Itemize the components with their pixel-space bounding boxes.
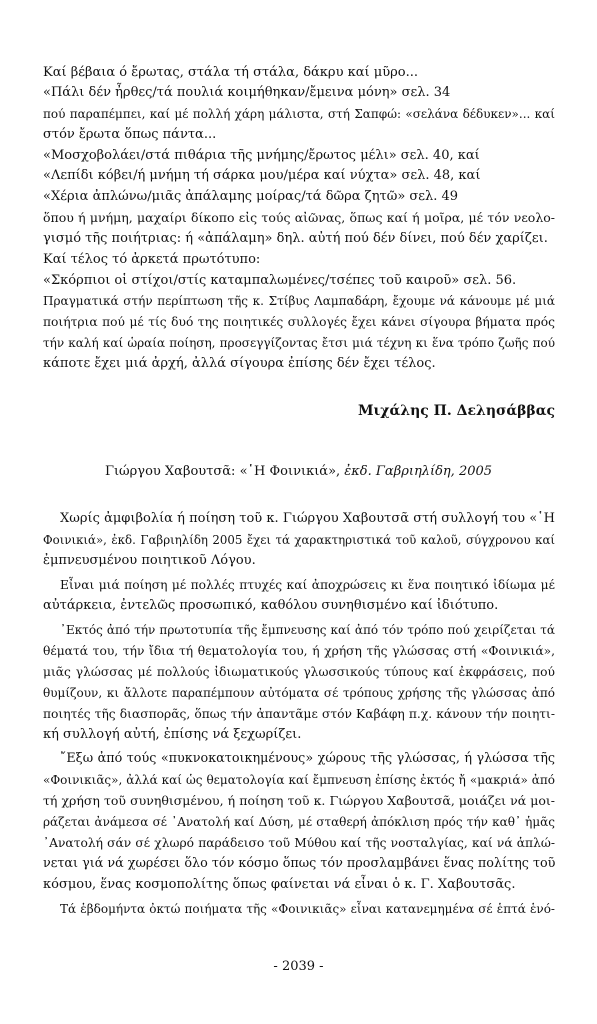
text-line: μιᾶς γλώσσας μέ πολλούς ἰδιωματικούς γλωσσικούς τύπους καί ἐκφράσεις, πού <box>43 665 555 679</box>
text-line: «Πάλι δέν ἦρθες/τά πουλιά κοιμήθηκαν/ἔμεινα μόνη» σελ. 34 <box>43 85 451 100</box>
text-line: Καί τέλος τό ἀρκετά πρωτότυπο: <box>43 252 261 267</box>
text-line: Καί βέβαια ό ἔρωτας, στάλα τή στάλα, δάκρυ καί μῦρο... <box>43 65 418 80</box>
text-line: Φοινικιά», ἐκδ. Γαβριηλίδη 2005 ἔχει τά χαρακτηριστικά τοῦ καλοῦ, σύγχρονου καί <box>43 533 555 547</box>
text-line: νεται γιά νά χωρέσει ὅλο τόν κόσμο ὅπως τόν προσλαμβάνει ἕνας πολίτης τοῦ <box>43 856 556 871</box>
text-line: ὅπου ή μνήμη, μαχαίρι δίκοπο εἰς τούς αἰῶνας, ὅπως καί ή μοῖρα, μέ τόν νεολο- <box>43 210 555 225</box>
text-line: τή χρήση τοῦ συνηθισμένου, ή ποίηση τοῦ κ. Γιώργου Χαβουτσᾶ, μοιάζει νά μοι- <box>43 793 555 808</box>
text-line: ῎Εξω ἀπό τούς «πυκνοκατοικημένους» χώρους τῆς γλώσσας, ή γλώσσα τῆς <box>60 751 555 766</box>
review-heading <box>0 463 597 481</box>
text-line: ποιητές τῆς διασπορᾶς, ὅπως τήν ἀπαντᾶμε στόν Καβάφη π.χ. κάνουν τήν ποιητι- <box>43 707 555 721</box>
text-line: ποιήτρια πού μέ τίς δυό της ποιητικές συλλογές ἔχει κάνει σίγουρα βήματα πρός <box>43 315 555 329</box>
text-line: θέματά του, τήν ἴδια τή θεματολογία του, ή χρήση τῆς γλώσσας στή «Φοινικιά», <box>43 644 555 658</box>
text-line: κάποτε ἔχει μιά ἀρχή, ἀλλά σίγουρα ἐπίσης δέν ἔχει τέλος. <box>43 356 436 371</box>
text-line: Πραγματικά στήν περίπτωση τῆς κ. Στίβυς Λαμπαδάρη, ἔχουμε νά κάνουμε μέ μιά <box>43 294 555 308</box>
text-line: στόν ἔρωτα ὅπως πάντα... <box>43 127 217 142</box>
heading-publisher: ἐκδ. Γαβριηλίδη, 2005 <box>344 464 493 479</box>
page-number: - 2039 - <box>273 959 324 974</box>
text-line: ᾿Ανατολή σάν σέ χλωρό παράδεισο τοῦ Μύθου καί τῆς νοσταλγίας, καί νά ἁπλώ- <box>43 836 555 850</box>
text-line: αὐτάρκεια, ἐντελῶς προσωπικό, καθόλου συνηθισμένο καί ἰδιότυπο. <box>43 598 499 613</box>
text-line: «Λεπίδι κόβει/ή μνήμη τή σάρκα μου/μέρα καί νύχτα» σελ. 48, καί <box>43 168 481 183</box>
text-line: κή συλλογή αὐτή, ἐπίσης νά ξεχωρίζει. <box>43 727 302 742</box>
text-line: ᾿Εκτός ἀπό τήν πρωτοτυπία τῆς ἔμπνευσης καί ἀπό τόν τρόπο πού χειρίζεται τά <box>60 623 555 637</box>
text-line: ράζεται ἀνάμεσα σέ ᾿Ανατολή καί Δύση, μέ σταθερή ἀπόκλιση πρός τήν καθ᾿ ἡμᾶς <box>43 815 555 829</box>
text-line: «Σκόρπιοι οἱ στίχοι/στίς καταμπαλωμένες/τσέπες τοῦ καιροῦ» σελ. 56. <box>43 273 517 288</box>
text-line: «Φοινικιᾶς», ἀλλά καί ὡς θεματολογία καί ἔμπνευση ἐπίσης ἐκτός ἤ «μακριά» ἀπό <box>43 773 555 787</box>
text-line: γισμό τῆς ποιήτριας: ή «ἀπάλαμη» δηλ. αὐτή πού δέν δίνει, πού δέν χαρίζει. <box>43 231 548 246</box>
text-line: τήν καλή καί ὡραία ποίηση, προσεγγίζοντας ἔτσι μιά τέχνη κι ἕνα τρόπο ζωῆς πού <box>43 336 555 350</box>
author-signature: Μιχάλης Π. Δελησάββας <box>358 403 555 419</box>
text-line: «Χέρια ἀπλώνω/μιᾶς ἀπάλαμης μοίρας/τά δῶρα ζητῶ» σελ. 49 <box>43 189 459 204</box>
text-line: Εἶναι μιά ποίηση μέ πολλές πτυχές καί ἀποχρώσεις κι ἕνα ποιητικό ἰδίωμα μέ <box>60 578 555 592</box>
text-line: θυμίζουν, κι ἄλλοτε παραπέμπουν αὐτόματα σέ τρόπους χρήσης τῆς γλώσσας ἀπό <box>43 686 555 700</box>
text-line: πού παραπέμπει, καί μέ πολλή χάρη μάλιστα, στή Σαπφώ: «σελάνα δέδυκεν»... καί <box>43 107 555 121</box>
text-line: «Μοσχοβολάει/στά πιθάρια τῆς μνήμης/ἔρωτος μέλι» σελ. 40, καί <box>43 148 480 163</box>
text-line: Τά ἑβδομήντα ὀκτώ ποιήματα τῆς «Φοινικιᾶς» εἶναι κατανεμημένα σέ ἑπτά ἑνό- <box>60 902 555 916</box>
heading-title: Γιώργου Χαβουτσᾶ: «῾Η Φοινικιά», <box>104 464 345 479</box>
text-line: ἐμπνευσμένου ποιητικοῦ Λόγου. <box>43 553 256 568</box>
text-line: κόσμου, ἕνας κοσμοπολίτης ὅπως φαίνεται νά εἶναι ὁ κ. Γ. Χαβουτσᾶς. <box>43 877 516 892</box>
text-line: Χωρίς ἀμφιβολία ή ποίηση τοῦ κ. Γιώργου Χαβουτσᾶ στή συλλογή του «῾Η <box>60 511 555 526</box>
